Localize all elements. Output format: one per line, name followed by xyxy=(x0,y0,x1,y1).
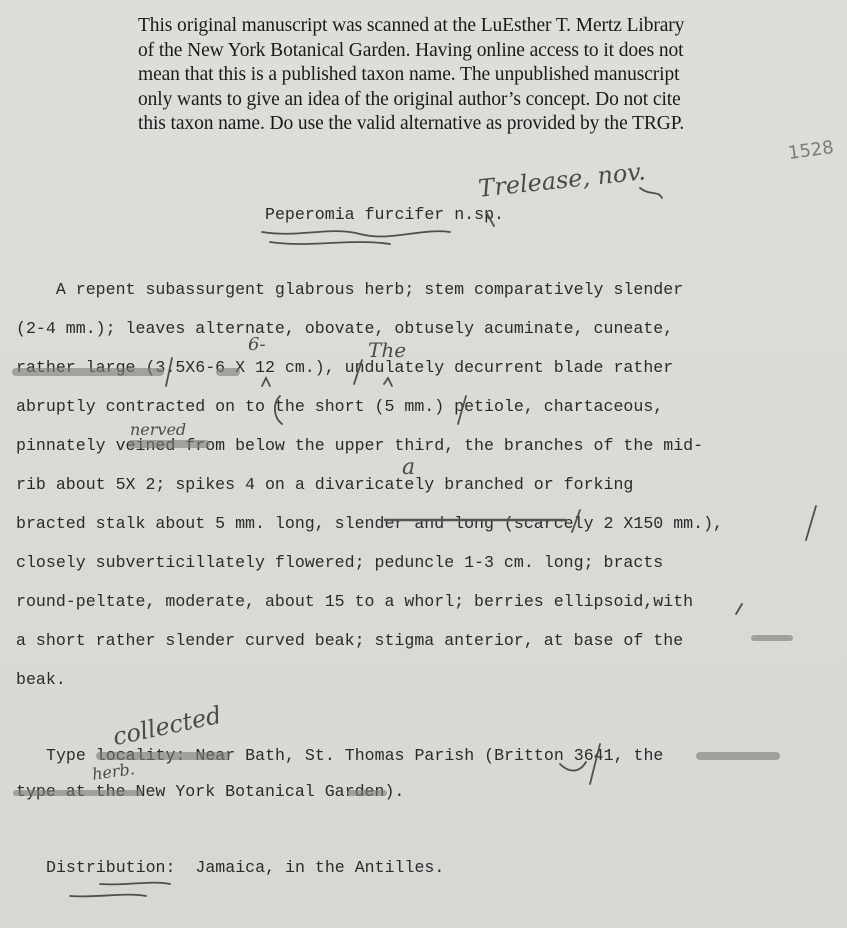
handwritten-collected: collected xyxy=(110,700,224,752)
distribution-line: Distribution: Jamaica, in the Antilles. xyxy=(46,858,445,877)
distribution-underline xyxy=(100,883,170,885)
comma-mark xyxy=(640,188,662,198)
title-underline-mark xyxy=(262,231,450,236)
comma-mark-2 xyxy=(736,604,742,614)
title-underline-mark-2 xyxy=(270,242,390,244)
description-line: closely subverticillately flowered; peduncle 1-3 cm. long; bracts xyxy=(16,553,664,572)
handwritten-author-annotation: Trelease, nov. xyxy=(476,157,647,203)
description-line: A repent subassurgent glabrous herb; stem comparatively slender xyxy=(16,280,684,299)
page-number-stamp: 1528 xyxy=(786,136,836,165)
notice-line: mean that this is a published taxon name. The unpublished manuscript xyxy=(138,64,680,85)
notice-line: This original manuscript was scanned at the LuEsther T. Mertz Library xyxy=(138,15,685,36)
notice-line: this taxon name. Do use the valid alternative as provided by the TRGP. xyxy=(138,113,685,134)
notice-line: of the New York Botanical Garden. Having online access to it does not xyxy=(138,39,684,61)
description-line: (2-4 mm.); leaves alternate, obovate, obtusely acuminate, cuneate, xyxy=(16,319,674,338)
handwritten-the: The xyxy=(368,338,407,362)
description-line: abruptly contracted on to the short (5 mm.) petiole, chartaceous, xyxy=(16,397,664,416)
caret-mark-2 xyxy=(262,378,270,386)
distribution-underline-2 xyxy=(70,895,146,897)
type-locality-line: Type locality: Near Bath, St. Thomas Parish (Britton 3641, the xyxy=(46,746,664,765)
species-title: Peperomia furcifer n.sp. xyxy=(265,205,504,224)
description-line: beak. xyxy=(16,670,66,689)
notice-line: only wants to give an idea of the original author’s concept. Do not cite xyxy=(138,88,681,110)
caret-mark-3 xyxy=(384,378,392,386)
description-line: rather large (3.5X6-6 X 12 cm.), undulately decurrent blade rather xyxy=(16,358,674,377)
handwritten-six: 6- xyxy=(248,334,266,355)
type-locality-line: type at the New York Botanical Garden). xyxy=(16,782,405,801)
handwritten-nerved: nerved xyxy=(130,420,187,439)
handwritten-a: a xyxy=(402,455,416,480)
description-line: bracted stalk about 5 mm. long, slender and long (scarcely 2 X150 mm.), xyxy=(16,514,724,533)
handwritten-herb: herb. xyxy=(90,759,136,784)
description-line: a short rather slender curved beak; stigma anterior, at base of the xyxy=(16,631,684,650)
description-line: pinnately veined from below the upper third, the branches of the mid- xyxy=(16,436,704,455)
description-line: round-peltate, moderate, about 15 to a whorl; berries ellipsoid,with xyxy=(16,592,694,611)
slash-mark-2 xyxy=(806,506,816,540)
library-notice xyxy=(138,14,778,137)
description-line: rib about 5X 2; spikes 4 on a divaricately branched or forking xyxy=(16,475,634,494)
